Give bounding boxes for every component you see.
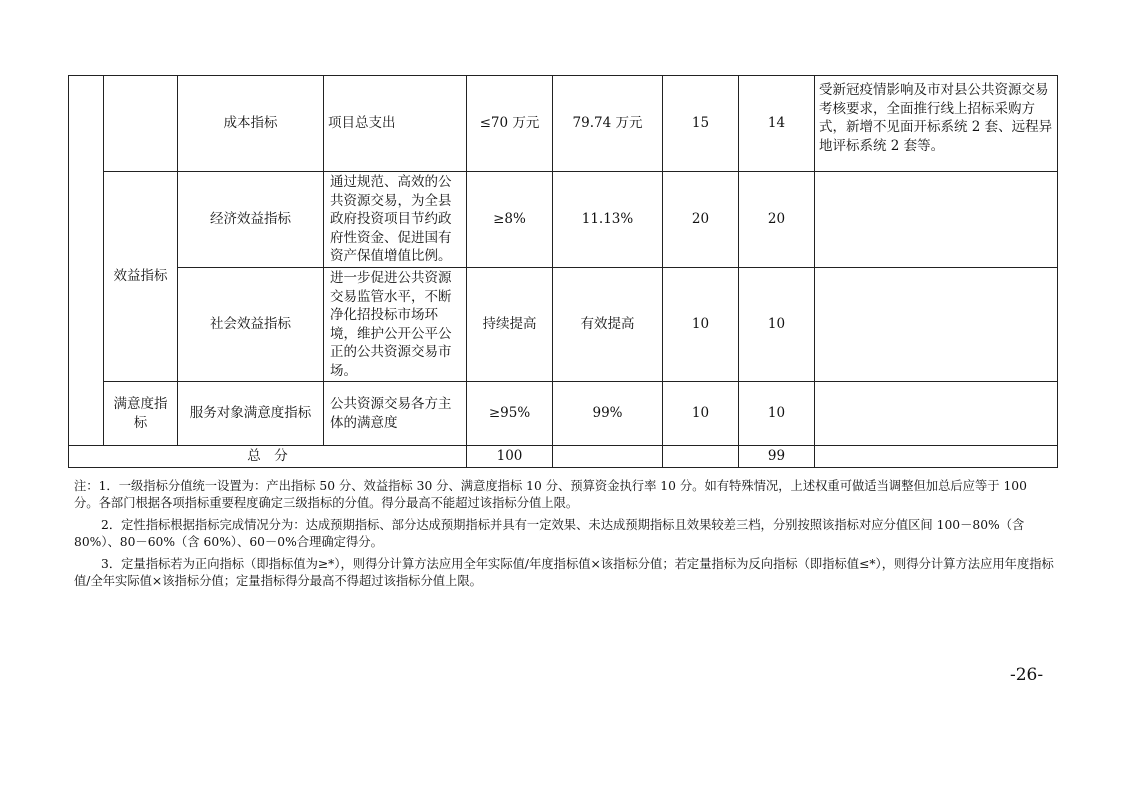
satisfaction-score: 10 [739,382,815,446]
cost-l3: 成本指标 [178,76,324,172]
total-weight: 100 [467,446,553,468]
social-content: 进一步促进公共资源交易监管水平，不断净化招投标市场环境，维护公开公平公正的公共资源交易市场。 [324,268,467,382]
social-target: 持续提高 [467,268,553,382]
note-2: 2．定性指标根据指标完成情况分为：达成预期指标、部分达成预期指标并具有一定效果、未达成预期指标且效果较差三档，分别按照该指标对应分值区间 100－80%（含 80%）、80－60%（含 60%）、60－0%合理确定得分。 [74,518,1025,549]
total-score: 99 [739,446,815,468]
social-remark [815,268,1058,382]
level2-cell [104,76,178,172]
note-3: 3．定量指标若为正向指标（即指标值为≥*），则得分计算方法应用全年实际值/年度指标值×该指标分值；若定量指标为反向指标（即指标值≤*），则得分计算方法应用年度指标值/全年实际值×该指标分值；定量指标得分最高不得超过该指标分值上限。 [74,557,1054,588]
total-empty-2 [663,446,739,468]
note-1: 注：1．一级指标分值统一设置为：产出指标 50 分、效益指标 30 分、满意度指标 10 分、预算资金执行率 10 分。如有特殊情况，上述权重可做适当调整但加总后应等于 100 分。各部门根据各项指标重要程度确定三级指标的分值。得分最高不能超过该指标分值上限。 [74,479,1027,510]
table-row-social [69,268,1058,382]
social-l3: 社会效益指标 [178,268,324,382]
cost-weight: 15 [663,76,739,172]
page-number: -26- [1010,665,1044,685]
satisfaction-content: 公共资源交易各方主体的满意度 [324,382,467,446]
satisfaction-target: ≥95% [467,382,553,446]
economic-remark [815,172,1058,268]
table-row-cost [69,76,1058,172]
economic-content: 通过规范、高效的公共资源交易，为全县政府投资项目节约政府性资金、促进国有资产保值增值比例。 [324,172,467,268]
economic-actual: 11.13% [553,172,663,268]
cost-target: ≤70 万元 [467,76,553,172]
economic-l3: 经济效益指标 [178,172,324,268]
satisfaction-actual: 99% [553,382,663,446]
economic-target: ≥8% [467,172,553,268]
level1-cell [69,76,104,446]
table-row-satisfaction [69,382,1058,446]
cost-actual: 79.74 万元 [553,76,663,172]
table-row-economic [69,172,1058,268]
satisfaction-weight: 10 [663,382,739,446]
satisfaction-l3: 服务对象满意度指标 [178,382,324,446]
satisfaction-l2: 满意度指标 [104,382,178,446]
social-weight: 10 [663,268,739,382]
total-empty-1 [553,446,663,468]
table-notes [74,478,1054,595]
total-label: 总 分 [69,446,467,468]
social-score: 10 [739,268,815,382]
cost-score: 14 [739,76,815,172]
social-actual: 有效提高 [553,268,663,382]
benefit-l2: 效益指标 [104,172,178,382]
cost-content: 项目总支出 [324,76,467,172]
economic-score: 20 [739,172,815,268]
economic-weight: 20 [663,172,739,268]
cost-remark: 受新冠疫情影响及市对县公共资源交易考核要求，全面推行线上招标采购方式，新增不见面开标系统 2 套、远程异地评标系统 2 套等。 [815,76,1058,172]
performance-table [68,75,1058,468]
satisfaction-remark [815,382,1058,446]
table-row-total [69,446,1058,468]
total-empty-3 [815,446,1058,468]
